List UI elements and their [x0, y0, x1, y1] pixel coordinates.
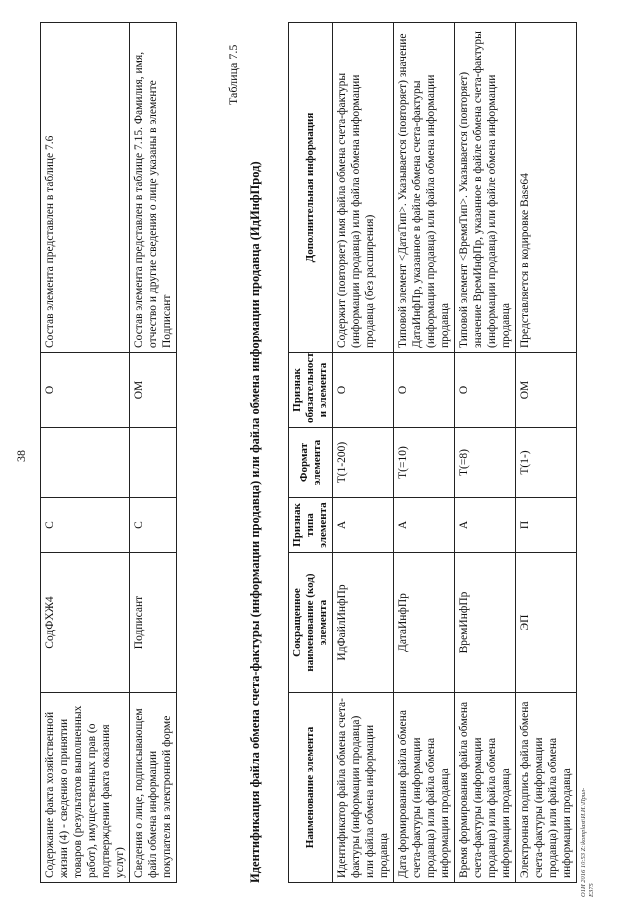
- header-type: Признак типа элемента: [289, 498, 333, 553]
- element-info: Типовой элемент <ВремяТип>. Указывается (повторяет) значение ВремИнфПр, указанное в файле обмена счета-фактуры (информации продавца) или файле обмена информации продавца: [455, 23, 516, 353]
- table-row: [333, 23, 394, 883]
- element-required: ОМ: [130, 353, 177, 428]
- header-format: Формат элемента: [289, 428, 333, 498]
- element-required: О: [394, 353, 455, 428]
- element-format: [41, 428, 130, 498]
- element-type: А: [394, 498, 455, 553]
- element-code: ЭП: [516, 553, 577, 693]
- element-info: Представляется в кодировке Base64: [516, 23, 577, 353]
- element-info: Состав элемента представлен в таблице 7.6: [41, 23, 130, 353]
- element-format: [130, 428, 177, 498]
- element-type: А: [333, 498, 394, 553]
- header-required: Признак обязательност и элемента: [289, 353, 333, 428]
- continuation-table: [40, 22, 177, 883]
- element-required: О: [333, 353, 394, 428]
- element-info: Типовой элемент <ДатаТип>. Указывается (повторяет) значение ДатаИнфПр, указанное в файле обмена счета-фактуры (информации продавца) или файла обмена информации продавца: [394, 23, 455, 353]
- table-label: Таблица 7.5: [226, 44, 240, 105]
- element-code: ДатаИнфПр: [394, 553, 455, 693]
- table-caption: Идентификация файла обмена счета-фактуры (информации продавца) или файла обмена информации продавца (ИдИнфПрод): [248, 161, 262, 883]
- element-code: СодФХЖ4: [41, 553, 130, 693]
- table-row: [394, 23, 455, 883]
- element-info: Содержит (повторяет) имя файла обмена счета-фактуры (информации продавца) или файла обмена информации продавца (без расширения): [333, 23, 394, 353]
- print-footer: О1И 2016 10:53 Z:\komplast\И.И.\Прил-Е375: [580, 787, 595, 897]
- element-required: ОМ: [516, 353, 577, 428]
- element-name: Дата формирования файла обмена счета-фактуры (информации продавца) или файла обмена информации продавца: [394, 693, 455, 883]
- element-type: А: [455, 498, 516, 553]
- header-info: Дополнительная информация: [289, 23, 333, 353]
- element-name: Сведения о лице, подписывающем файл обмена информации покупателя в электронной форме: [130, 693, 177, 883]
- element-code: ИдФайлИнфПр: [333, 553, 394, 693]
- element-code: Подписант: [130, 553, 177, 693]
- table-row: [41, 23, 130, 883]
- element-name: Содержание факта хозяйственной жизни (4) - сведения о принятии товаров (результатов выполненных работ), имущественных прав (о подтверждении факта оказания услуг): [41, 693, 130, 883]
- header-name: Наименование элемента: [289, 693, 333, 883]
- element-required: О: [41, 353, 130, 428]
- element-name: Время формирования файла обмена счета-фактуры (информации продавца) или файла обмена информации продавца: [455, 693, 516, 883]
- element-info: Состав элемента представлен в таблице 7.15. Фамилия, имя, отчество и другие сведения о лице указаны в элементе Подписант: [130, 23, 177, 353]
- table-row: [455, 23, 516, 883]
- element-required: О: [455, 353, 516, 428]
- element-type: С: [41, 498, 130, 553]
- element-name: Электронная подпись файла обмена счета-фактуры (информации продавца) или файла обмена информации продавца: [516, 693, 577, 883]
- element-format: Т(1-200): [333, 428, 394, 498]
- element-code: ВремИнфПр: [455, 553, 516, 693]
- table-row: [130, 23, 177, 883]
- main-table: [288, 22, 577, 883]
- element-format: Т(=8): [455, 428, 516, 498]
- element-name: Идентификатор файла обмена счета-фактуры (информации продавца) или файла обмена информации продавца: [333, 693, 394, 883]
- header-code: Сокращенное наименование (код) элемента: [289, 553, 333, 693]
- element-format: Т(=10): [394, 428, 455, 498]
- element-type: П: [516, 498, 577, 553]
- page-number: 38: [14, 450, 28, 462]
- element-type: С: [130, 498, 177, 553]
- element-format: Т(1-): [516, 428, 577, 498]
- table-row: [516, 23, 577, 883]
- table-header: [289, 23, 333, 883]
